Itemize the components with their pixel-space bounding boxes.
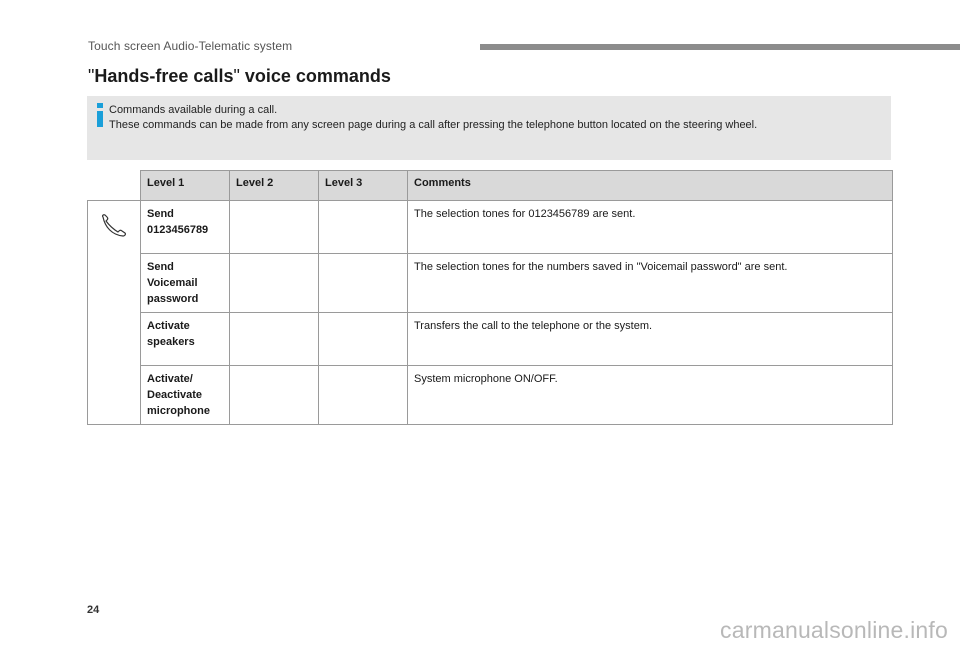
info-line-2: These commands can be made from any screen page during a call after pressing the telephone button located on the steering wheel.: [109, 119, 758, 131]
title-rest: voice commands: [239, 66, 391, 86]
title-quote-open: ": [88, 66, 95, 86]
cell-level-3: [319, 201, 408, 254]
cell-level-3: [319, 254, 408, 313]
cell-comment: System microphone ON/OFF.: [408, 366, 893, 425]
title-main: Hands-free calls: [94, 66, 234, 86]
cell-level-1: Activate/ Deactivate microphone: [141, 366, 230, 425]
cell-level-1: Send 0123456789: [141, 201, 230, 254]
section-header: Touch screen Audio-Telematic system: [88, 39, 293, 53]
cell-level-1: Send Voicemail password: [141, 254, 230, 313]
column-header-level-1: Level 1: [141, 171, 230, 201]
cell-comment: The selection tones for 0123456789 are sent.: [408, 201, 893, 254]
info-text: [109, 103, 881, 133]
phone-handset-icon: [100, 213, 130, 237]
cell-level-2: [230, 201, 319, 254]
cell-level-2: [230, 366, 319, 425]
table-row: [88, 254, 893, 313]
page-number: 24: [87, 604, 100, 616]
table-row: [88, 366, 893, 425]
voice-commands-table: [87, 170, 893, 425]
cell-level-3: [319, 313, 408, 366]
column-header-level-3: Level 3: [319, 171, 408, 201]
info-line-1: Commands available during a call.: [109, 104, 278, 116]
column-header-comments: Comments: [408, 171, 893, 201]
page-title: [88, 66, 391, 87]
table-row: [88, 313, 893, 366]
table-header-row: [88, 171, 893, 201]
table-row: [88, 201, 893, 254]
title-quote-close: ": [233, 66, 240, 86]
icon-cell: [88, 201, 141, 425]
column-header-level-2: Level 2: [230, 171, 319, 201]
cell-level-2: [230, 313, 319, 366]
table-header-blank: [88, 171, 141, 201]
watermark-link[interactable]: carmanualsonline.info: [720, 617, 948, 643]
cell-comment: Transfers the call to the telephone or the system.: [408, 313, 893, 366]
info-box: [87, 96, 891, 160]
cell-comment: The selection tones for the numbers saved in "Voicemail password" are sent.: [408, 254, 893, 313]
header-rule: [480, 44, 960, 50]
cell-level-2: [230, 254, 319, 313]
cell-level-3: [319, 366, 408, 425]
info-icon: [95, 103, 105, 127]
cell-level-1: Activate speakers: [141, 313, 230, 366]
